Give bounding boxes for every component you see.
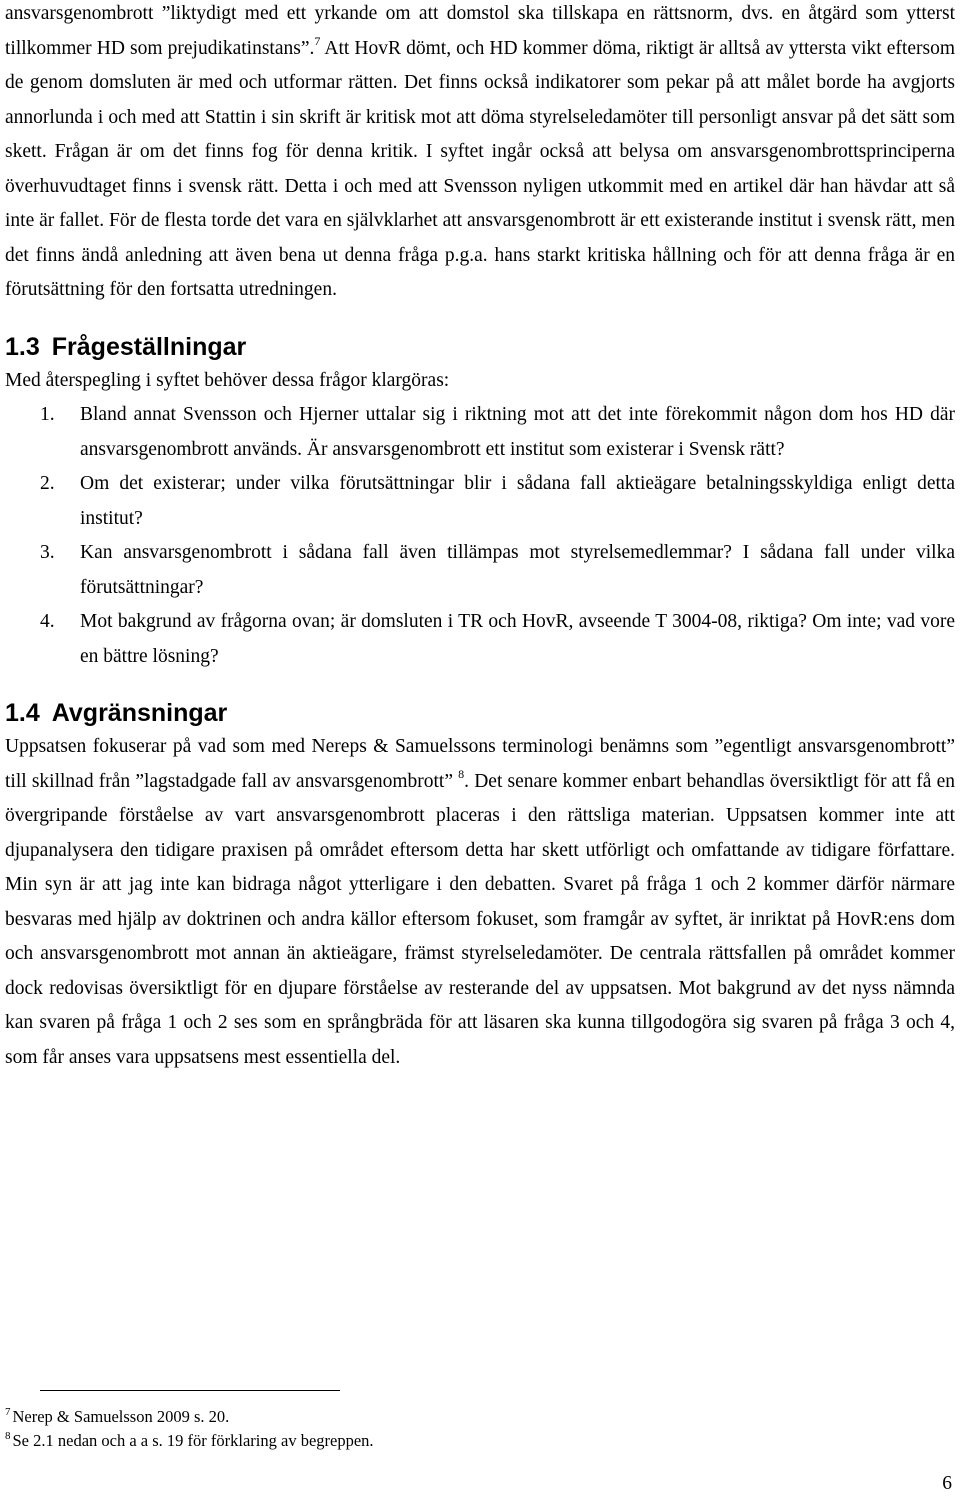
- section-title: Frågeställningar: [51, 332, 247, 361]
- limitations-text-part2: . Det senare kommer enbart behandlas översiktligt för att få en övergripande förståelse av vart ansvarsgenombrott placeras i den rättsliga materian. Uppsatsen kommer inte att djupanalysera den tidigare praxisen på området eftersom detta har skett utförligt och omfattande av tidigare författare. Min syn är att jag inte kan bidraga något ytterligare i den debatten. Svaret på fråga 1 och 2 kommer därför närmare besvaras med hjälp av doktrinen och andra källor eftersom fokuset, som framgår av syftet, är inriktat på HovR:ens dom och ansvarsgenombrott mot annan än aktieägare, främst styrelseledamöter. De centrala rättsfallen på området kommer dock redovisas översiktligt för en djupare förståelse av resterande del av uppsatsen. Mot bakgrund av det nyss nämnda kan svaren på fråga 1 och 2 ses som en språngbräda för att läsaren ska kunna tillgodogöra sig svaren på fråga 3 och 4, som får anses vara uppsatsens mest essentiella del.: [5, 770, 956, 1068]
- intro-text-part2: Att HovR dömt, och HD kommer döma, riktigt är alltså av yttersta vikt eftersom de genom domsluten är med och utformar rätten. Det finns också indikatorer som pekar på att målet borde ha avgjorts annorlunda i och med att Stattin i sin skrift är kritisk mot att döma styrelseledamöter till personligt ansvar på det sätt som skett. Frågan är om det finns fog för denna kritik. I syftet ingår också att belysa om ansvarsgenombrottsprinciperna överhuvudtaget finns i svensk rätt. Detta i och med att Svensson nyligen utkommit med en artikel där han hävdar att så inte är fallet. För de flesta torde det vara en självklarhet att ansvarsgenombrott är ett existerande institut i svensk rätt, men det finns ändå anledning att även bena ut denna fråga p.g.a. hans starkt kritiska hållning och för att denna fråga är en förutsättning för den fortsatta utredningen.: [5, 37, 955, 300]
- section-title: Avgränsningar: [51, 699, 228, 727]
- question-text: Mot bakgrund av frågorna ovan; är domsluten i TR och HovR, avseende T 3004-08, riktiga? Om inte; vad vore en bättre lösning?: [80, 611, 955, 667]
- intro-text-part1: ansvarsgenombrott ”liktydigt med ett yrkande om att domstol ska tillskapa en rättsnorm, dvs. en åtgärd som ytterst tillkommer HD som prejudikatinstans”.: [5, 3, 955, 59]
- footnote-text: Nerep & Samuelsson 2009 s. 20.: [12, 1407, 230, 1426]
- footnote-number: 8: [5, 1430, 11, 1442]
- question-item: [5, 398, 955, 467]
- question-list: [5, 398, 955, 674]
- footnote-divider: [40, 1390, 340, 1391]
- question-text: Kan ansvarsgenombrott i sådana fall även tillämpas mot styrelsemedlemmar? I sådana fall under vilka förutsättningar?: [80, 542, 955, 598]
- question-number: 2.: [40, 473, 55, 494]
- footnote-ref-7[interactable]: 7: [314, 33, 321, 48]
- footnote-ref-8[interactable]: 8: [458, 766, 465, 781]
- limitations-text-part1: Uppsatsen fokuserar på vad som med Nereps & Samuelssons terminologi benämns som ”egentligt ansvarsgenombrott” till skillnad från ”lagstadgade fall av ansvarsgenombrott”: [5, 736, 955, 792]
- section-number: 1.3: [5, 332, 40, 361]
- question-item: [5, 605, 955, 674]
- document-page: [5, 0, 955, 1075]
- question-number: 4.: [40, 611, 55, 632]
- question-item: [5, 467, 955, 536]
- footnote-7: [5, 1405, 605, 1429]
- limitations-paragraph: [5, 730, 955, 1075]
- section-heading-1-3: [5, 332, 955, 362]
- section-number: 1.4: [5, 699, 40, 727]
- footnote-number: 7: [5, 1406, 11, 1418]
- question-number: 1.: [40, 404, 55, 425]
- question-number: 3.: [40, 542, 55, 563]
- question-text: Om det existerar; under vilka förutsättningar blir i sådana fall aktieägare betalningsskyldiga enligt detta institut?: [80, 473, 955, 529]
- section-heading-1-4: [5, 698, 955, 728]
- footnote-text: Se 2.1 nedan och a a s. 19 för förklaring av begreppen.: [12, 1431, 374, 1450]
- footnote-8: [5, 1429, 605, 1453]
- question-item: [5, 536, 955, 605]
- page-number: 6: [942, 1473, 952, 1494]
- intro-paragraph: [5, 0, 955, 308]
- footnotes: [5, 1390, 605, 1453]
- section-lead: Med återspegling i syftet behöver dessa frågor klargöras:: [5, 369, 450, 391]
- question-text: Bland annat Svensson och Hjerner uttalar sig i riktning mot att det inte förekommit någon dom hos HD där ansvarsgenombrott används. Är ansvarsgenombrott ett institut som existerar i Svensk rätt?: [80, 404, 955, 460]
